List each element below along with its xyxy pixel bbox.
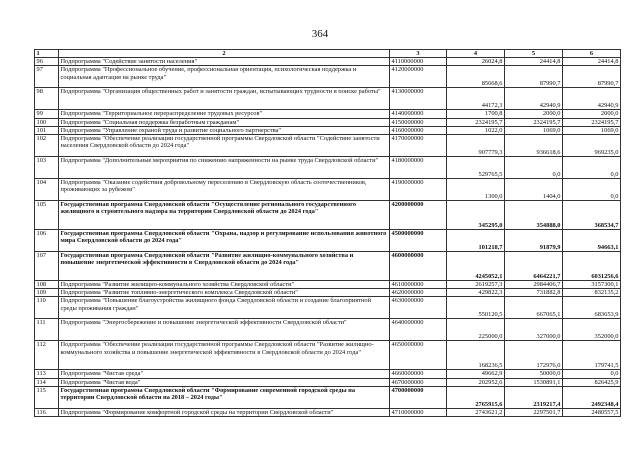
table-row [35,341,621,370]
row-number-cell: 108 [35,281,59,289]
header-cell: 2 [59,50,390,58]
program-name-cell: Подпрограмма "Развитие топливно-энергетического комплекса Свердловской области" [59,289,390,297]
row-number-cell: 112 [35,341,59,370]
program-code-cell: 4110000000 [390,58,447,66]
amount-cell: 1530891,1 [505,378,563,386]
amount-cell: 172976,0 [505,341,563,370]
amount-cell: 2765915,6 [447,386,505,408]
budget-table [34,49,621,417]
table-row [35,110,621,118]
amount-cell: 368534,7 [563,201,621,230]
program-code-cell: 4500000000 [390,230,447,252]
program-name-cell: Подпрограмма "Развитие жилищно-коммунального хозяйства Свердловской области" [59,281,390,289]
amount-cell: 826425,9 [563,378,621,386]
program-name-cell: Подпрограмма "Содействие занятости населения" [59,58,390,66]
program-code-cell: 4200000000 [390,201,447,230]
amount-cell: 2619257,3 [447,281,505,289]
amount-cell: 0,0 [563,157,621,179]
program-name-cell: Подпрограмма "Обеспечение реализации государственной программы Свердловской области "Развитие жилищно-коммунального хозяйства и повышение энергетической эффективности в Свердловской области до 2024 года" [59,341,390,370]
program-code-cell: 4710000000 [390,408,447,416]
amount-cell: 3157300,1 [563,281,621,289]
amount-cell: 2297501,7 [505,408,563,416]
program-name-cell: Государственная программа Свердловской области "Осуществление регионального государственного жилищного и строительного надзора на территории Свердловской области до 2024 года" [59,201,390,230]
table-row [35,281,621,289]
amount-cell: 179741,5 [563,341,621,370]
program-name-cell: Подпрограмма "Чистая вода" [59,378,390,386]
table-row [35,289,621,297]
table-row [35,135,621,157]
table-row [35,252,621,281]
program-code-cell: 4160000000 [390,126,447,134]
amount-cell: 969235,0 [563,135,621,157]
amount-cell: 49662,9 [447,370,505,378]
amount-cell: 2492348,4 [563,386,621,408]
amount-cell: 2319217,4 [505,386,563,408]
amount-cell: 44172,3 [447,88,505,110]
table-row [35,179,621,201]
header-cell: 4 [447,50,505,58]
row-number-cell: 105 [35,201,59,230]
amount-cell: 327000,0 [505,319,563,341]
amount-cell: 2743621,2 [447,408,505,416]
amount-cell: 225000,0 [447,319,505,341]
row-number-cell: 115 [35,386,59,408]
program-name-cell: Подпрограмма "Социальная поддержка безработным гражданам" [59,118,390,126]
program-name-cell: Подпрограмма "Организация общественных работ и занятости граждан, испытывающих трудности в поиске работы" [59,88,390,110]
table-row [35,230,621,252]
table-row [35,126,621,134]
amount-cell: 87990,7 [563,66,621,88]
program-name-cell: Подпрограмма "Управление охраной труда и развитие социального партнерства" [59,126,390,134]
amount-cell: 683653,9 [563,297,621,319]
program-code-cell: 4150000000 [390,118,447,126]
amount-cell: 1300,0 [447,179,505,201]
table-row [35,58,621,66]
amount-cell: 24414,8 [563,58,621,66]
amount-cell: 91879,9 [505,230,563,252]
amount-cell: 354888,0 [505,201,563,230]
program-code-cell: 4180000000 [390,157,447,179]
table-row [35,408,621,416]
amount-cell: 2000,0 [505,110,563,118]
program-name-cell: Подпрограмма "Повышение благоустройства жилищного фонда Свердловской области и создание благоприятной среды проживания граждан" [59,297,390,319]
row-number-cell: 110 [35,297,59,319]
amount-cell: 352000,0 [563,319,621,341]
amount-cell: 731882,8 [505,289,563,297]
header-row [35,50,621,58]
table-row [35,297,621,319]
row-number-cell: 104 [35,179,59,201]
program-name-cell: Государственная программа Свердловской области "Охрана, надзор и регулирование использования животного мира Свердловской области до 2024 года" [59,230,390,252]
program-name-cell: Подпрограмма "Дополнительные мероприятия по снижению напряженности на рынке труда Свердловской области" [59,157,390,179]
row-number-cell: 102 [35,135,59,157]
program-code-cell: 4660000000 [390,370,447,378]
amount-cell: 1069,0 [563,126,621,134]
amount-cell: 832135,2 [563,289,621,297]
header-cell: 3 [390,50,447,58]
row-number-cell: 103 [35,157,59,179]
amount-cell: 667065,1 [505,297,563,319]
table-row [35,201,621,230]
table-row [35,118,621,126]
row-number-cell: 109 [35,289,59,297]
amount-cell: 0,0 [563,370,621,378]
amount-cell: 1022,0 [447,126,505,134]
program-code-cell: 4600000000 [390,252,447,281]
program-name-cell: Государственная программа Свердловской области "Формирование современной городской среды на территории Свердловской области на 2018 – 2024 годы" [59,386,390,408]
program-code-cell: 4700000000 [390,386,447,408]
table-row [35,319,621,341]
table-row [35,66,621,88]
amount-cell: 1069,0 [505,126,563,134]
row-number-cell: 116 [35,408,59,416]
amount-cell: 6464221,7 [505,252,563,281]
program-name-cell: Подпрограмма "Формирование комфортной городской среды на территории Свердловской области" [59,408,390,416]
amount-cell: 936618,6 [505,135,563,157]
program-code-cell: 4140000000 [390,110,447,118]
page-number: 364 [311,28,329,40]
program-code-cell: 4620000000 [390,289,447,297]
amount-cell: 6031256,6 [563,252,621,281]
row-number-cell: 97 [35,66,59,88]
program-name-cell: Подпрограмма "Чистая среда" [59,370,390,378]
row-number-cell: 106 [35,230,59,252]
amount-cell: 24414,8 [505,58,563,66]
amount-cell: 2324195,7 [563,118,621,126]
program-name-cell: Подпрограмма "Обеспечение реализации государственной программы Свердловской области "Содействие занятости населения Свердловской области до 2024 года" [59,135,390,157]
amount-cell: 26024,8 [447,58,505,66]
table-row [35,370,621,378]
amount-cell: 94663,1 [563,230,621,252]
amount-cell: 345295,0 [447,201,505,230]
header-cell: 1 [35,50,59,58]
amount-cell: 2324195,7 [447,118,505,126]
row-number-cell: 101 [35,126,59,134]
amount-cell: 168236,5 [447,341,505,370]
row-number-cell: 111 [35,319,59,341]
table-row [35,378,621,386]
program-name-cell: Подпрограмма "Территориальное перераспределение трудовых ресурсов" [59,110,390,118]
amount-cell: 2000,0 [563,110,621,118]
program-code-cell: 4190000000 [390,179,447,201]
amount-cell: 0,0 [505,157,563,179]
row-number-cell: 114 [35,378,59,386]
row-number-cell: 100 [35,118,59,126]
program-code-cell: 4630000000 [390,297,447,319]
row-number-cell: 113 [35,370,59,378]
row-number-cell: 96 [35,58,59,66]
row-number-cell: 99 [35,110,59,118]
amount-cell: 429822,3 [447,289,505,297]
row-number-cell: 98 [35,88,59,110]
table-row [35,386,621,408]
program-code-cell: 4120000000 [390,66,447,88]
table-row [35,88,621,110]
amount-cell: 1404,0 [505,179,563,201]
program-code-cell: 4650000000 [390,341,447,370]
amount-cell: 42940,9 [505,88,563,110]
amount-cell: 202952,6 [447,378,505,386]
amount-cell: 0,0 [563,179,621,201]
amount-cell: 1700,8 [447,110,505,118]
row-number-cell: 107 [35,252,59,281]
amount-cell: 101218,7 [447,230,505,252]
program-code-cell: 4170000000 [390,135,447,157]
program-name-cell: Подпрограмма "Энергосбережение и повышение энергетической эффективности Свердловской области" [59,319,390,341]
amount-cell: 85668,6 [447,66,505,88]
program-name-cell: Государственная программа Свердловской области "Развитие жилищно-коммунального хозяйства и повышение энергетической эффективности в Свердловской области до 2024 года" [59,252,390,281]
program-code-cell: 4640000000 [390,319,447,341]
amount-cell: 2324195,7 [505,118,563,126]
amount-cell: 907779,3 [447,135,505,157]
amount-cell: 4245052,1 [447,252,505,281]
header-cell: 5 [505,50,563,58]
program-name-cell: Подпрограмма "Профессиональное обучение, профессиональная ориентация, психологическая поддержка и социальная адаптация на рынке труда" [59,66,390,88]
header-cell: 6 [563,50,621,58]
amount-cell: 2984406,7 [505,281,563,289]
program-code-cell: 4130000000 [390,88,447,110]
amount-cell: 87990,7 [505,66,563,88]
program-code-cell: 4670000000 [390,378,447,386]
amount-cell: 2480557,5 [563,408,621,416]
amount-cell: 50000,0 [505,370,563,378]
amount-cell: 550120,5 [447,297,505,319]
amount-cell: 529765,5 [447,157,505,179]
table-row [35,157,621,179]
program-code-cell: 4610000000 [390,281,447,289]
amount-cell: 42940,9 [563,88,621,110]
program-name-cell: Подпрограмма "Оказание содействия добровольному переселению в Свердловскую область соотечественников, проживающих за рубежом" [59,179,390,201]
